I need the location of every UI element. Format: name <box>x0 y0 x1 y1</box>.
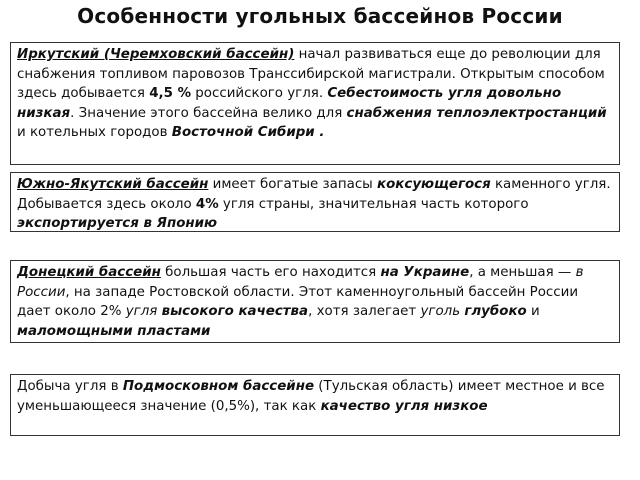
text-span: Добыча угля в <box>17 379 123 394</box>
text-span: , хотя залегает <box>308 304 421 319</box>
share-value: 4% <box>195 196 219 212</box>
donetsk-basin-box <box>10 260 620 343</box>
south-yakutsk-basin-name: Южно-Якутский бассейн <box>17 177 209 192</box>
emphasis-text: глубоко <box>464 304 527 319</box>
text-span: , на западе Ростовской области. Этот каменноугольный бассейн России дает около 2% <box>17 284 579 319</box>
text-span: и котельных городов <box>17 125 172 140</box>
irkutsk-basin-box <box>10 42 620 165</box>
irkutsk-basin-name: Иркутский (Черемховский бассейн) <box>17 47 295 62</box>
text-span: российского угля. <box>191 86 328 101</box>
moscow-basin-box <box>10 374 620 436</box>
italic-text: в России <box>17 265 584 300</box>
donetsk-basin-name: Донецкий бассейн <box>17 265 161 280</box>
italic-text: угля <box>125 304 158 319</box>
emphasis-text: коксующегося <box>377 177 491 192</box>
text-span: имеет богатые запасы <box>208 177 378 192</box>
text-span: , а меньшая — <box>469 265 576 280</box>
text-span: начал развиваться еще до революции для снабжения топливом паровозов Транссибирской магистрали. Открытым способом здесь добывается <box>17 47 605 101</box>
text-span: каменного угля. Добывается здесь около <box>17 177 611 212</box>
text-span: большая часть его находится <box>160 265 381 280</box>
south-yakutsk-basin-box <box>10 172 620 232</box>
text-span: угля страны, значительная часть которого <box>218 196 529 212</box>
emphasis-text: Себестоимость угля довольно низкая <box>17 86 562 121</box>
share-value: 4,5 % <box>149 86 192 101</box>
moscow-basin-name: Подмосковном бассейне <box>122 379 315 394</box>
emphasis-text: маломощными пластами <box>17 323 211 339</box>
emphasis-text: качество угля низкое <box>320 398 488 414</box>
emphasis-text: на Украине <box>380 265 470 280</box>
south-yakutsk-basin-text <box>17 175 613 234</box>
emphasis-text: экспортируется в Японию <box>17 216 218 231</box>
italic-text: уголь <box>420 304 461 319</box>
emphasis-text: высокого качества <box>161 304 309 319</box>
moscow-basin-text <box>17 377 613 416</box>
text-span: и <box>526 304 540 319</box>
emphasis-text: Восточной Сибири . <box>171 125 325 140</box>
text-span: . Значение этого бассейна велико для <box>70 105 347 121</box>
emphasis-text: снабжения теплоэлектростанций <box>346 105 607 121</box>
donetsk-basin-text <box>17 263 613 341</box>
page-title: Особенности угольных бассейнов России <box>77 4 563 28</box>
text-span: (Тульская область) имеет местное и все уменьшающееся значение (0,5%), так как <box>17 379 605 414</box>
irkutsk-basin-text <box>17 45 613 143</box>
